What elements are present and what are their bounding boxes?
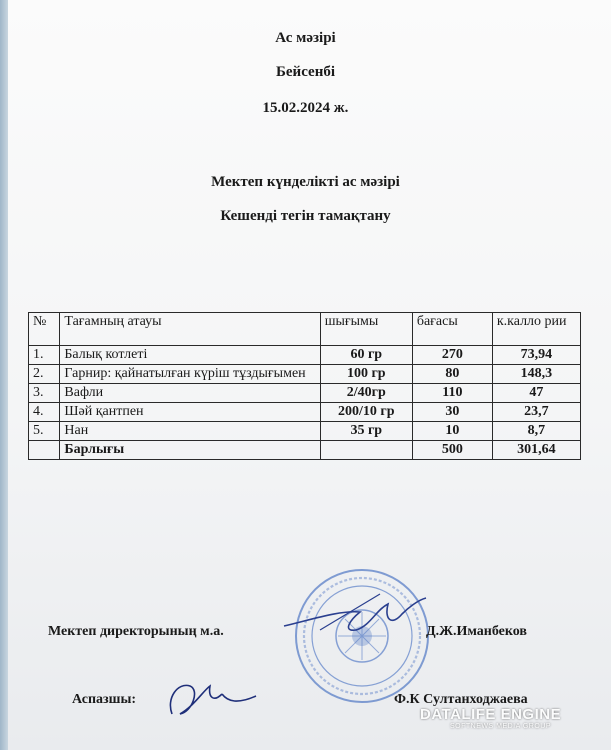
dish-price: 10 bbox=[412, 422, 492, 441]
dish-yield: 2/40гр bbox=[320, 384, 412, 403]
table-row bbox=[29, 422, 581, 441]
col-dish-name: Тағамның атауы bbox=[60, 313, 320, 346]
table-row bbox=[29, 403, 581, 422]
row-number: 1. bbox=[29, 346, 60, 365]
dish-calories: 73,94 bbox=[492, 346, 580, 365]
table-row bbox=[29, 384, 581, 403]
row-number: 2. bbox=[29, 365, 60, 384]
col-calories: к.калло рии bbox=[492, 313, 580, 346]
site-watermark bbox=[420, 706, 561, 730]
menu-title: Ас мәзірі bbox=[275, 30, 336, 46]
dish-calories: 23,7 bbox=[492, 403, 580, 422]
cook-title: Аспазшы: bbox=[72, 692, 137, 707]
dish-yield: 100 гр bbox=[320, 365, 412, 384]
director-signature bbox=[280, 590, 430, 640]
table-header-row bbox=[29, 313, 581, 346]
dish-calories: 8,7 bbox=[492, 422, 580, 441]
menu-table bbox=[28, 312, 581, 460]
row-number: 3. bbox=[29, 384, 60, 403]
col-number: № bbox=[29, 313, 60, 346]
dish-name: Нан bbox=[60, 422, 320, 441]
dish-name: Шәй қантпен bbox=[60, 403, 320, 422]
menu-subtitle: Мектеп күнделікті ас мәзірі bbox=[211, 174, 400, 190]
dish-price: 270 bbox=[412, 346, 492, 365]
table-row bbox=[29, 346, 581, 365]
dish-name: Балық котлеті bbox=[60, 346, 320, 365]
row-number: 4. bbox=[29, 403, 60, 422]
dish-name: Вафли bbox=[60, 384, 320, 403]
table-row bbox=[29, 365, 581, 384]
total-label: Барлығы bbox=[60, 441, 320, 460]
table-total-row bbox=[29, 441, 581, 460]
row-number: 5. bbox=[29, 422, 60, 441]
dish-price: 80 bbox=[412, 365, 492, 384]
dish-yield: 35 гр bbox=[320, 422, 412, 441]
col-price: бағасы bbox=[412, 313, 492, 346]
dish-price: 30 bbox=[412, 403, 492, 422]
watermark-brand: DATALIFE ENGINE bbox=[420, 706, 562, 723]
dish-yield: 60 гр bbox=[320, 346, 412, 365]
watermark-tagline: SOFTNEWS MEDIA GROUP bbox=[450, 723, 552, 730]
dish-calories: 47 bbox=[492, 384, 580, 403]
dish-calories: 148,3 bbox=[492, 365, 580, 384]
cook-signature bbox=[164, 676, 264, 720]
dish-yield: 200/10 гр bbox=[320, 403, 412, 422]
day-of-week: Бейсенбі bbox=[275, 64, 336, 80]
total-calories: 301,64 bbox=[492, 441, 580, 460]
menu-program: Кешенді тегін тамақтану bbox=[220, 208, 391, 224]
col-yield: шығымы bbox=[320, 313, 412, 346]
director-title: Мектеп директорының м.а. bbox=[48, 624, 224, 639]
dish-name: Гарнир: қайнатылған күріш тұздығымен bbox=[60, 365, 320, 384]
director-name: Д.Ж.Иманбеков bbox=[426, 624, 527, 639]
total-price: 500 bbox=[412, 441, 492, 460]
dish-price: 110 bbox=[412, 384, 492, 403]
cook-name: Ф.К Султанходжаева bbox=[394, 692, 528, 707]
menu-date: 15.02.2024 ж. bbox=[262, 100, 349, 116]
